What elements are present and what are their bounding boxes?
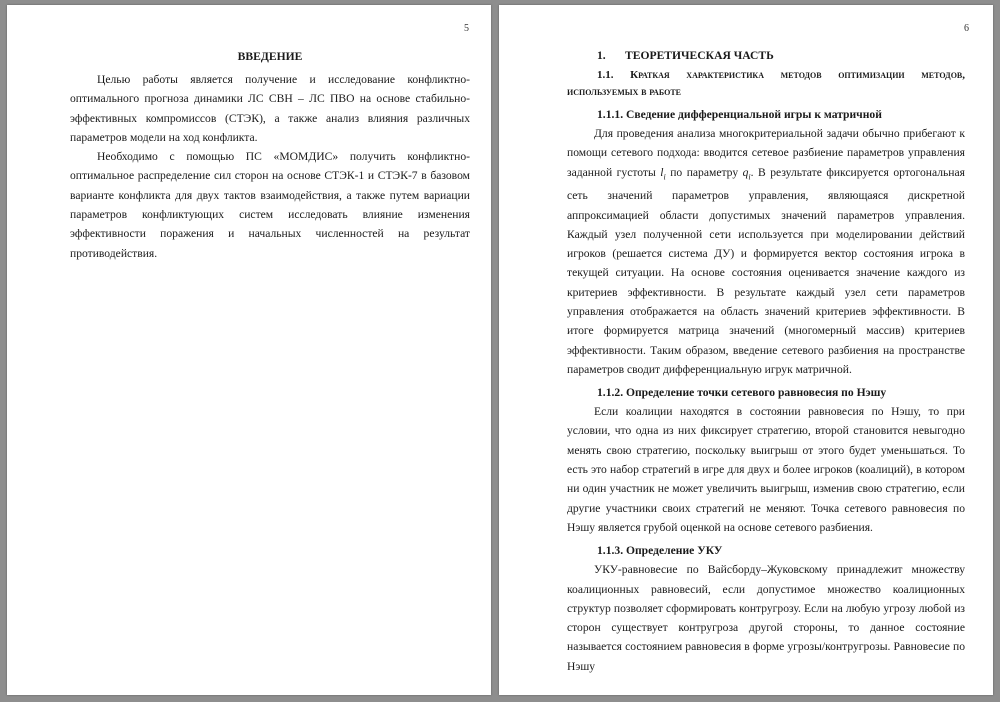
subsection-2-paragraph: Если коалиции находятся в состоянии равновесия по Нэшу, то при условии, что одна из них фиксирует стратегию, второй становится невыгодно менять свою стратегию, поскольку выигрыш от этого будет уменьшаться. То есть это набор стратегий в игре для двух и более игроков (коалиций), в котором ни один участник не может увеличить выигрыш, изменив свою стратегию, если другие участники своих стратегий не меняют. Точка сетевого равновесия по Нэшу является грубой оценкой на основе сетевого разбиения.: [567, 405, 965, 534]
intro-paragraph-2: Необходимо с помощью ПС «МОМДИС» получить конфликтно-оптимальное распределение сил сторон на основе СТЭК-1 и СТЭК-7 в базовом варианте конфликта для двух тактов взаимодействия, а также путем вариации параметров конфликтующих систем исследовать влияние изменения эффективности поражения и начальных численностей на результат противодействия.: [70, 150, 470, 260]
formula-subscript: i: [663, 171, 666, 181]
formula-symbol: q: [742, 165, 749, 179]
formula-q: [743, 166, 751, 179]
formula-subscript: i: [748, 171, 751, 181]
text-run: по параметру: [670, 165, 739, 179]
introduction-heading: ВВЕДЕНИЕ: [237, 50, 303, 63]
chapter-title: ТЕОРЕТИЧЕСКАЯ ЧАСТЬ: [625, 49, 774, 62]
formula-symbol: l: [660, 165, 664, 179]
section-heading: 1.1. Краткая характеристика методов оптимизации методов, используемых в работе: [567, 69, 965, 98]
page-content: [70, 45, 470, 263]
subsection-heading-1: 1.1.1. Сведение дифференциальной игры к матричной: [597, 108, 882, 121]
subsection-heading-2: 1.1.2. Определение точки сетевого равновесия по Нэшу: [597, 386, 887, 400]
subsection-3-paragraph: УКУ-равновесие по Вайсборду–Жуковскому принадлежит множеству коалиционных равновесий, если допустимое множество коалиционных структур позволяет сформировать контругрозу. Если на любую угрозу любой из сторон существует контругроза другой стороны, то данное состояние называется состоянием равновесия в форме угрозы/контругрозы. Равновесие по Нэшу: [567, 563, 965, 673]
text-run: . В результате фиксируется ортогональная сеть значений параметров управления, являющаяся дискретной аппроксимацией области допустимых значений параметров управления. Каждый узел полученной сети используется при моделировании действий игроков (решается система ДУ) и формируется вектор состояния игрока в текущей ситуации. На основе состояния оценивается значение каждого из критериев эффективности. В результате каждый узел сети параметров управления отображается на область значений критериев эффективности. В итоге формируется матрица значений (многомерный массив) критериев эффективности. Таким образом, введение сетевого разбиения на пространстве параметров сводит дифференциальную игрук матричной.: [567, 165, 965, 376]
page-number: 6: [964, 23, 969, 34]
formula-l: [660, 166, 665, 179]
page-number: 5: [464, 23, 469, 34]
intro-paragraph-1: Целью работы является получение и исследование конфликтно-оптимального прогноза динамики ЛС СВН – ЛС ПВО на основе стабильно-эффективных компромиссов (СТЭК), а также анализ влияния различных параметров модели на ход конфликта.: [70, 73, 470, 144]
chapter-heading: [567, 47, 965, 65]
document-page-right: [499, 5, 993, 695]
chapter-number: 1.: [597, 49, 606, 62]
page-content: [567, 45, 965, 676]
subsection-1-paragraph: [567, 124, 965, 379]
subsection-heading-3: 1.1.3. Определение УКУ: [597, 544, 723, 558]
text-run: Для проведения анализа многокритериальной задачи обычно прибегают к помощи сетевого подхода: вводится сетевое разбиение параметров управления заданной густоты: [567, 127, 965, 179]
document-page-left: [7, 5, 491, 695]
